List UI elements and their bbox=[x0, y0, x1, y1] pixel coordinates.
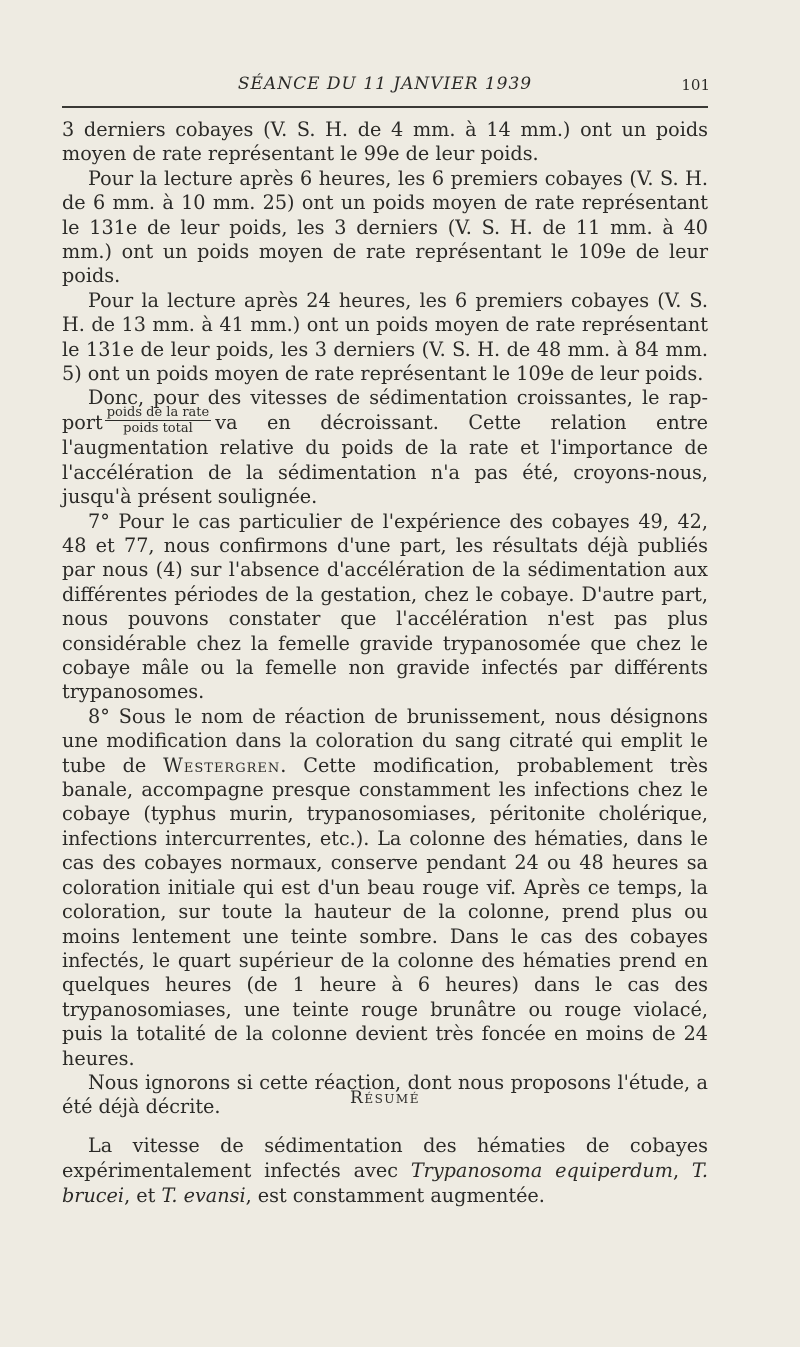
paragraph-6-end: . Cette modification, probablement très banale, accompagne presque constamment les infections chez le cobaye (typhus murin, trypanosomiases, péritonite cholérique, infections intercurrentes, etc.). La colonne des hématies, dans le cas des cobayes normaux, conserve pendant 24 ou 48 heures sa coloration initiale qui est d'un beau rouge vif. Après ce temps, la coloration, sur toute la hauteur de la colonne, prend plus ou moins lentement une teinte sombre. Dans le cas des cobayes infectés, le quart supérieur de la colonne des hématies prend en quelques heures (de 1 heure à 6 heures) dans le cas des trypanosomiases, une teinte rouge brunâtre ou rouge violacé, puis la totalité de la colonne devient très foncée en moins de 24 heures. bbox=[62, 753, 708, 1070]
paragraph-3: Pour la lecture après 24 heures, les 6 premiers cobayes (V. S. H. de 13 mm. à 41 mm.) ont un poids moyen de rate représentant le 131e de leur poids, les 3 derniers (V. S. H. de 48 mm. à 84 mm. 5) ont un poids moyen de rate représentant le 109e de leur poids. bbox=[62, 288, 708, 386]
paragraph-2: Pour la lecture après 6 heures, les 6 premiers cobayes (V. S. H. de 6 mm. à 10 mm. 25) ont un poids moyen de rate représentant le 131e de leur poids, les 3 derniers (V. S. H. de 11 mm. à 40 mm.) ont un poids moyen de rate représentant le 109e de leur poids. bbox=[62, 166, 708, 288]
author-name: Westergren bbox=[163, 753, 281, 777]
paragraph-7: Nous ignorons si cette réaction, dont nous proposons l'étude, a été déjà décrite. bbox=[62, 1070, 708, 1119]
summary-paragraph bbox=[62, 1133, 708, 1208]
summary-text-2: , est constamment augmentée. bbox=[245, 1184, 545, 1207]
summary-sep-1: , bbox=[672, 1159, 680, 1182]
paragraph-5: 7° Pour le cas particulier de l'expérience des cobayes 49, 42, 48 et 77, nous confirmons d'une part, les résultats déjà publiés par nous (4) sur l'absence d'accélération de la sédimentation aux différentes périodes de la gestation, chez le cobaye. D'autre part, nous pouvons constater que l'accélération n'est pas plus considérable chez la femelle gravide trypanosomée que chez le cobaye mâle ou la femelle non gravide infectés par différents trypanosomes. bbox=[62, 509, 708, 704]
paragraph-4 bbox=[62, 386, 708, 509]
fraction-denominator: poids total bbox=[123, 421, 193, 437]
summary-sep-2: , et bbox=[124, 1184, 156, 1207]
species-3: T. evansi bbox=[161, 1184, 246, 1207]
running-title: SÉANCE DU 11 JANVIER 1939 bbox=[237, 74, 533, 94]
page-header bbox=[62, 74, 708, 98]
paragraph-6-start: 8° Sous le nom de réaction de brunissement, nous désignons une modification dans la coloration du sang citraté qui emplit le tube de bbox=[62, 704, 708, 777]
paragraph-6 bbox=[62, 705, 708, 1071]
header-rule bbox=[62, 106, 708, 108]
fraction-numerator: poids de la rate bbox=[106, 405, 210, 421]
species-2: T. brucei bbox=[62, 1159, 708, 1207]
page-number: 101 bbox=[681, 76, 710, 94]
summary-text-1: La vitesse de sédimentation des hématies de cobayes expérimentalement infectés avec bbox=[62, 1134, 708, 1182]
fraction bbox=[105, 405, 212, 436]
species-1: Trypanosoma equiperdum bbox=[410, 1159, 673, 1182]
paragraph-1: 3 derniers cobayes (V. S. H. de 4 mm. à 14 mm.) ont un poids moyen de rate représentant le 99e de leur poids. bbox=[62, 118, 708, 166]
body-text bbox=[62, 118, 708, 1120]
paragraph-4-end: va en décroissant. Cette relation entre l'augmentation relative du poids de la rate et l'importance de l'accélération de la sédimentation n'a pas été, croyons-nous, jusqu'à présent soulignée. bbox=[62, 410, 708, 509]
paragraph-4-start: Donc, pour des vitesses de sédimentation croissantes, le rap- port bbox=[62, 386, 708, 434]
section-title-resume: Résumé bbox=[350, 1088, 420, 1108]
